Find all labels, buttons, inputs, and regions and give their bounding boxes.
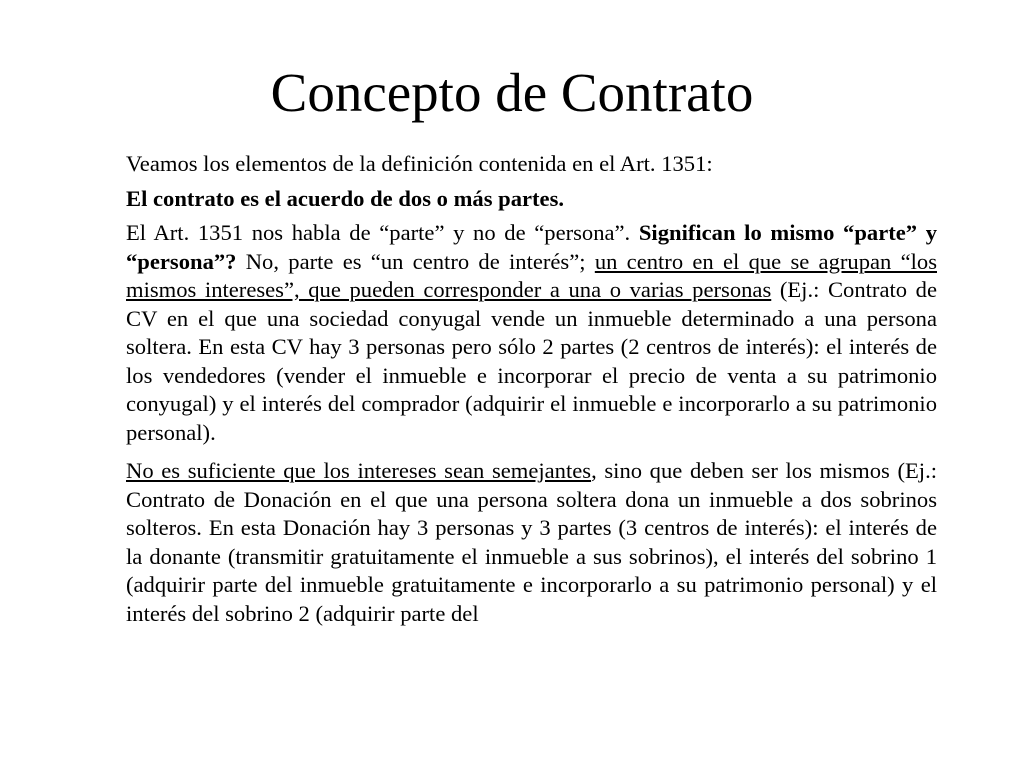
parte-answer-text: No, parte es “un centro de interés”; [236,248,595,274]
parte-definition-underlined: un centro en el que se agrupan “los mismos intereses”, que pueden corresponder a una o varias personas [126,248,937,302]
slide-body [126,150,937,638]
parte-question-text: Significan lo mismo “parte” y “persona”? [126,220,938,274]
definition-paragraph [126,185,937,214]
slide-title: Concepto de Contrato [270,62,754,123]
intereses-example-text: , sino que deben ser los mismos (Ej.: Contrato de Donación en el que una persona soltera dona un inmueble a dos sobrinos solteros. En esta Donación hay 3 personas y 3 partes (3 centros de interés): el interés de la donante (transmitir gratuitamente el inmueble a sus sobrinos), el interés del sobrino 1 (adquirir parte del inmueble gratuitamente e incorporarlo a su patrimonio personal) y el interés del sobrino 2 (adquirir parte del [126,458,938,626]
parte-example-text: (Ej.: Contrato de CV en el que una sociedad conyugal vende un inmueble determinado a una persona soltera. En esta CV hay 3 personas pero sólo 2 partes (2 centros de interés): el interés de los vendedores (vender el inmueble e incorporar el precio de venta a su patrimonio conyugal) y el interés del comprador (adquirir el inmueble e incorporarlo a su patrimonio personal). [126,277,937,445]
definition-text: El contrato es el acuerdo de dos o más partes. [126,185,565,211]
intro-paragraph: Veamos los elementos de la definición contenida en el Art. 1351: [126,151,713,176]
parte-paragraph [126,219,937,447]
parte-intro-text: El Art. 1351 nos habla de “parte” y no de “persona”. [126,220,639,245]
intereses-paragraph [126,457,937,628]
intereses-underlined: No es suficiente que los intereses sean semejantes [126,458,592,483]
